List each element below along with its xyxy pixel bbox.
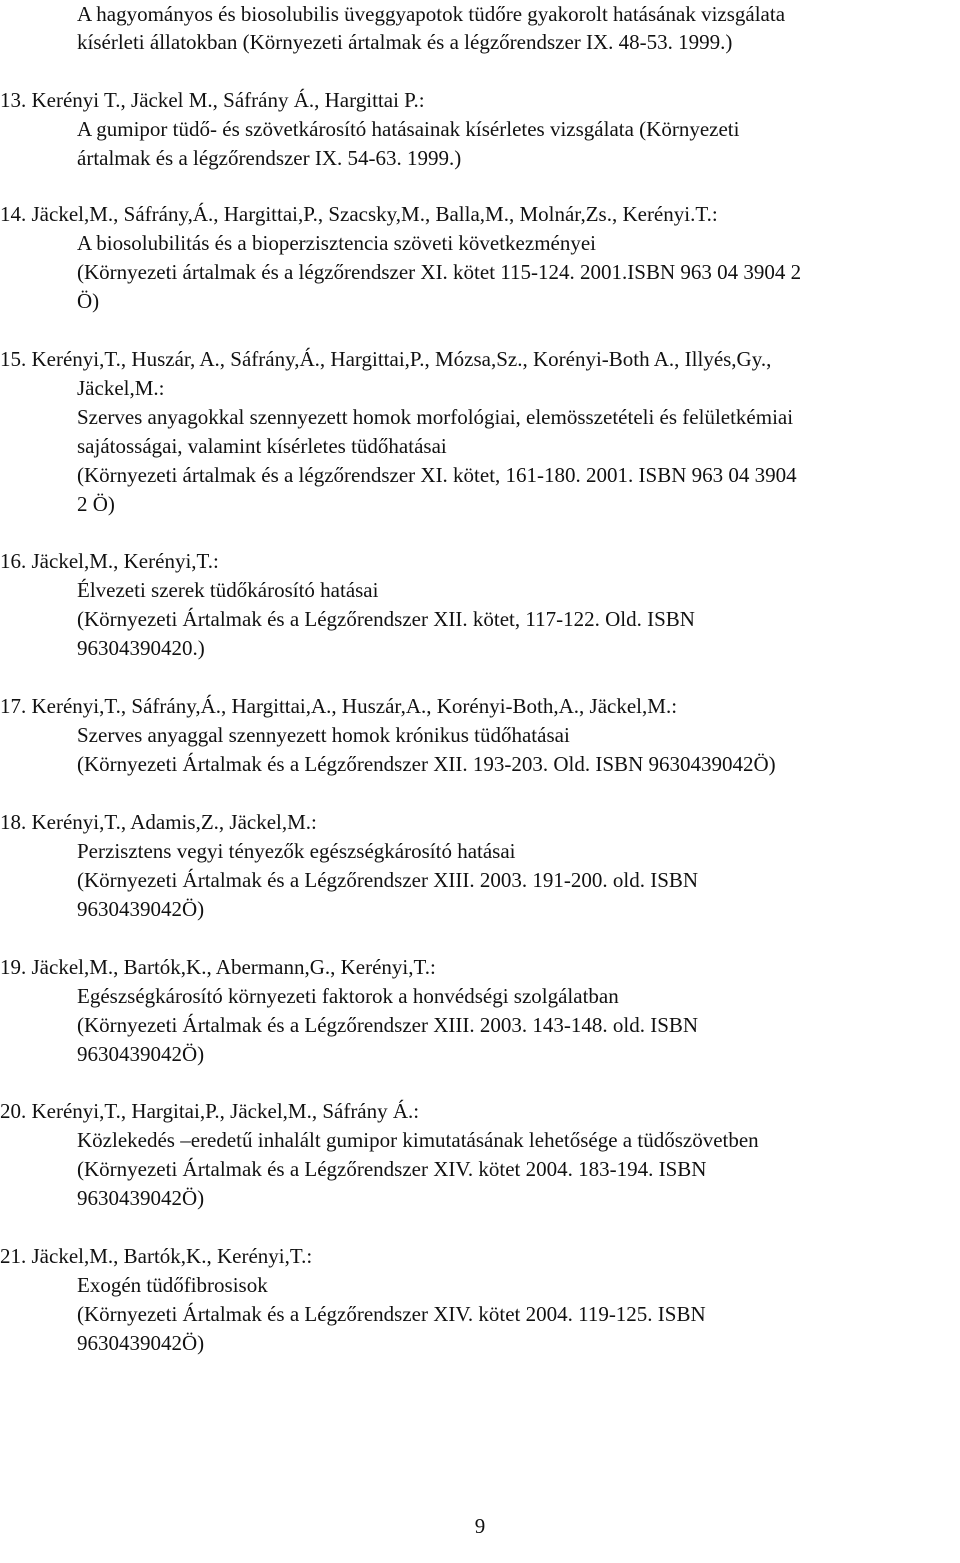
entry-12-title-line-2: kísérleti állatokban (Környezeti ártalmak és a légzőrendszer IX. 48-53. 1999.): [77, 30, 733, 54]
entry-21-authors: 21. Jäckel,M., Bartók,K., Kerényi,T.:: [0, 1244, 313, 1268]
entry-13-authors: 13. Kerényi T., Jäckel M., Sáfrány Á., Hargittai P.:: [0, 88, 425, 112]
entry-18-source-line-2: 9630439042Ö): [77, 897, 205, 921]
entry-20-source-line-2: 9630439042Ö): [77, 1186, 205, 1210]
entry-14-source-line-1: (Környezeti ártalmak és a légzőrendszer XI. kötet 115-124. 2001.ISBN 963 04 3904 2: [77, 260, 802, 284]
entry-15-authors: 15. Kerényi,T., Huszár, A., Sáfrány,Á., Hargittai,P., Mózsa,Sz., Korényi-Both A., Illyés,Gy.,: [0, 347, 772, 371]
entry-19-source-line-2: 9630439042Ö): [77, 1042, 205, 1066]
entry-14-source-line-2: Ö): [77, 289, 100, 313]
entry-16-title: Élvezeti szerek tüdőkárosító hatásai: [77, 578, 379, 602]
entry-12-title-line-1: A hagyományos és biosolubilis üveggyapotok tüdőre gyakorolt hatásának vizsgálata: [77, 2, 786, 26]
entry-17-title: Szerves anyaggal szennyezett homok krónikus tüdőhatásai: [77, 723, 570, 747]
entry-15-source-line-1: (Környezeti ártalmak és a légzőrendszer XI. kötet, 161-180. 2001. ISBN 963 04 3904: [77, 463, 797, 487]
page-number: 9: [474, 1514, 486, 1538]
entry-15-source-line-2: 2 Ö): [77, 492, 115, 516]
entry-16-source-line-2: 96304390420.): [77, 636, 205, 660]
entry-19-authors: 19. Jäckel,M., Bartók,K., Abermann,G., Kerényi,T.:: [0, 955, 436, 979]
entry-19-title: Egészségkárosító környezeti faktorok a honvédségi szolgálatban: [77, 984, 619, 1008]
entry-15-authors-line-2: Jäckel,M.:: [77, 376, 165, 400]
entry-15-title-line-2: sajátosságai, valamint kísérletes tüdőhatásai: [77, 434, 447, 458]
entry-20-title: Közlekedés –eredetű inhalált gumipor kimutatásának lehetősége a tüdőszövetben: [77, 1128, 759, 1152]
entry-21-title: Exogén tüdőfibrosisok: [77, 1273, 268, 1297]
entry-18-authors: 18. Kerényi,T., Adamis,Z., Jäckel,M.:: [0, 810, 317, 834]
entry-16-authors: 16. Jäckel,M., Kerényi,T.:: [0, 549, 219, 573]
entry-15-title-line-1: Szerves anyagokkal szennyezett homok morfológiai, elemösszetételi és felületkémiai: [77, 405, 794, 429]
entry-14-authors: 14. Jäckel,M., Sáfrány,Á., Hargittai,P., Szacsky,M., Balla,M., Molnár,Zs., Kerényi.T.:: [0, 202, 718, 226]
entry-13-title-line-1: A gumipor tüdő- és szövetkárosító hatásainak kísérletes vizsgálata (Környezeti: [77, 117, 740, 141]
entry-18-title: Perzisztens vegyi tényezők egészségkárosító hatásai: [77, 839, 516, 863]
entry-17-source: (Környezeti Ártalmak és a Légzőrendszer XII. 193-203. Old. ISBN 9630439042Ö): [77, 752, 776, 776]
entry-21-source-line-2: 9630439042Ö): [77, 1331, 205, 1355]
entry-21-source-line-1: (Környezeti Ártalmak és a Légzőrendszer XIV. kötet 2004. 119-125. ISBN: [77, 1302, 706, 1326]
entry-20-source-line-1: (Környezeti Ártalmak és a Légzőrendszer XIV. kötet 2004. 183-194. ISBN: [77, 1157, 707, 1181]
entry-16-source-line-1: (Környezeti Ártalmak és a Légzőrendszer XII. kötet, 117-122. Old. ISBN: [77, 607, 695, 631]
entry-19-source-line-1: (Környezeti Ártalmak és a Légzőrendszer XIII. 2003. 143-148. old. ISBN: [77, 1013, 699, 1037]
entry-20-authors: 20. Kerényi,T., Hargitai,P., Jäckel,M., Sáfrány Á.:: [0, 1099, 420, 1123]
entry-18-source-line-1: (Környezeti Ártalmak és a Légzőrendszer XIII. 2003. 191-200. old. ISBN: [77, 868, 699, 892]
entry-13-title-line-2: ártalmak és a légzőrendszer IX. 54-63. 1999.): [77, 146, 462, 170]
entry-14-title: A biosolubilitás és a bioperzisztencia szöveti következményei: [77, 231, 597, 255]
entry-17-authors: 17. Kerényi,T., Sáfrány,Á., Hargittai,A., Huszár,A., Korényi-Both,A., Jäckel,M.:: [0, 694, 678, 718]
